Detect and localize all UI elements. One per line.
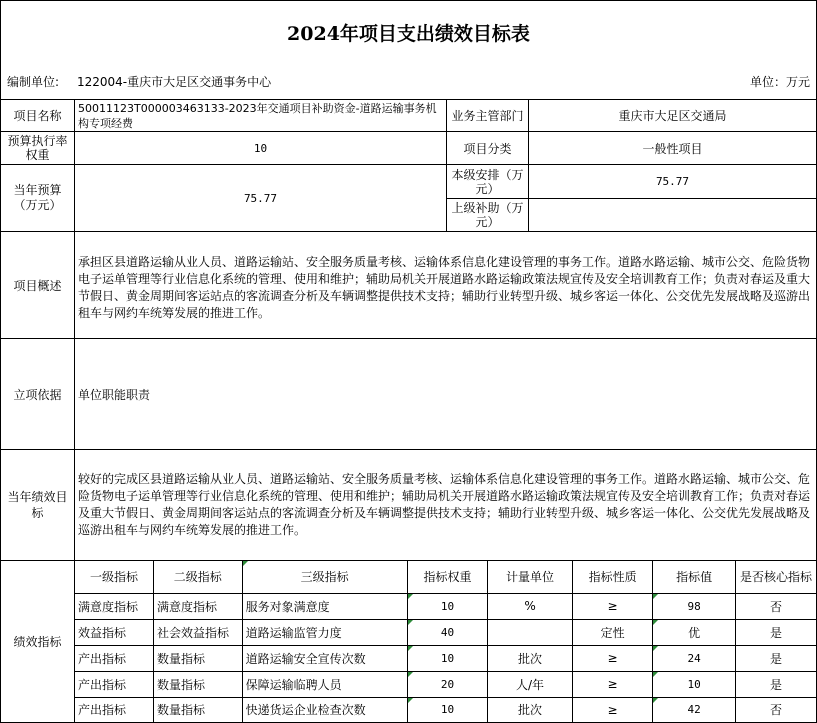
header-core: 是否核心指标 <box>735 561 816 593</box>
weight-cell: 40 <box>407 619 488 645</box>
unit-value: 122004-重庆市大足区交通事务中心 <box>77 75 272 89</box>
header-level2: 二级指标 <box>154 561 243 593</box>
weight-label: 预算执行率权重 <box>1 132 75 165</box>
weight-cell: 10 <box>407 645 488 671</box>
superior-label: 上级补助（万元） <box>447 199 529 232</box>
level1-cell: 效益指标 <box>75 619 154 645</box>
category-label: 项目分类 <box>447 132 529 165</box>
weight-cell: 10 <box>407 697 488 722</box>
indicator-row <box>75 645 816 671</box>
indicator-header-row <box>75 561 816 593</box>
level2-cell: 社会效益指标 <box>154 619 243 645</box>
level2-cell: 数量指标 <box>154 697 243 722</box>
level2-cell: 满意度指标 <box>154 593 243 619</box>
perf-label: 绩效指标 <box>1 561 75 723</box>
core-cell: 是 <box>735 619 816 645</box>
basis-text: 单位职能职责 <box>75 339 817 450</box>
overview-text: 承担区县道路运输从业人员、道路运输站、安全服务质量考核、运输体系信息化建设管理的事务工作。道路水路运输、城市公交、危险货物电子运单管理等行业信息化系统的管理、使用和维护；辅助局机关开展道路水路运输政策法规宣传及安全培训教育工作；负责对春运及重大节假日、黄金周期间客运站点的客流调查分析及车辆调整提供技术支持；辅助行业转型升级、城乡客运一体化、公交优先发展战略及巡游出租车与网约车统筹发展的推进工作。 <box>75 232 817 339</box>
header-value: 指标值 <box>653 561 736 593</box>
value-cell: 10 <box>653 671 736 697</box>
goal-text: 较好的完成区县道路运输从业人员、道路运输站、安全服务质量考核、运输体系信息化建设管理的事务工作。道路水路运输、城市公交、危险货物电子运单管理等行业信息化系统的管理、使用和维护；辅助局机关开展道路水路运输政策法规宣传及安全培训教育工作；负责对春运及重大节假日、黄金周期间客运站点的客流调查分析及车辆调整提供技术支持；辅助行业转型升级、城乡客运一体化、公交优先发展战略及巡游出租车与网约车统筹发展的推进工作。 <box>75 450 817 561</box>
header-level1: 一级指标 <box>75 561 154 593</box>
unit-cell <box>488 619 573 645</box>
indicator-cell <box>75 561 817 723</box>
dept-value: 重庆市大足区交通局 <box>529 100 817 132</box>
project-name-value: 50011123T000003463133-2023年交通项目补助资金-道路运输事务机构专项经费 <box>75 100 447 132</box>
indicator-row <box>75 593 816 619</box>
header-weight: 指标权重 <box>407 561 488 593</box>
level2-cell: 数量指标 <box>154 645 243 671</box>
meta-row <box>0 62 817 99</box>
unit-cell: 批次 <box>488 697 573 722</box>
level3-cell: 保障运输临聘人员 <box>242 671 407 697</box>
nature-cell: 定性 <box>572 619 653 645</box>
nature-cell: ≥ <box>572 593 653 619</box>
money-unit: 单位：万元 <box>749 75 810 89</box>
budget-value: 75.77 <box>75 165 447 232</box>
budget-label: 当年预算（万元） <box>1 165 75 232</box>
indicator-row <box>75 619 816 645</box>
value-cell: 98 <box>653 593 736 619</box>
unit-cell: 批次 <box>488 645 573 671</box>
core-cell: 否 <box>735 593 816 619</box>
level3-cell: 道路运输安全宣传次数 <box>242 645 407 671</box>
nature-cell: ≥ <box>572 645 653 671</box>
header-nature: 指标性质 <box>572 561 653 593</box>
level1-cell: 产出指标 <box>75 697 154 722</box>
sheet-title: 2024年项目支出绩效目标表 <box>0 0 817 63</box>
unit-label: 编制单位: <box>7 75 60 89</box>
value-cell: 24 <box>653 645 736 671</box>
level2-cell: 数量指标 <box>154 671 243 697</box>
core-cell: 是 <box>735 645 816 671</box>
weight-cell: 20 <box>407 671 488 697</box>
category-value: 一般性项目 <box>529 132 817 165</box>
level1-cell: 产出指标 <box>75 645 154 671</box>
value-cell: 42 <box>653 697 736 722</box>
core-cell: 是 <box>735 671 816 697</box>
weight-cell: 10 <box>407 593 488 619</box>
project-name-label: 项目名称 <box>1 100 75 132</box>
level1-cell: 满意度指标 <box>75 593 154 619</box>
unit-cell: % <box>488 593 573 619</box>
level3-cell: 道路运输监管力度 <box>242 619 407 645</box>
level3-cell: 服务对象满意度 <box>242 593 407 619</box>
indicator-table <box>75 561 816 722</box>
basis-label: 立项依据 <box>1 339 75 450</box>
superior-value <box>529 199 817 232</box>
local-value: 75.77 <box>529 165 817 199</box>
local-label: 本级安排（万元） <box>447 165 529 199</box>
nature-cell: ≥ <box>572 671 653 697</box>
level3-cell: 快递货运企业检查次数 <box>242 697 407 722</box>
indicator-row <box>75 697 816 722</box>
project-table <box>0 99 817 723</box>
nature-cell: ≥ <box>572 697 653 722</box>
header-level3: 三级指标 <box>242 561 407 593</box>
weight-value: 10 <box>75 132 447 165</box>
goal-label: 当年绩效目标 <box>1 450 75 561</box>
dept-label: 业务主管部门 <box>447 100 529 132</box>
core-cell: 否 <box>735 697 816 722</box>
indicator-row <box>75 671 816 697</box>
overview-label: 项目概述 <box>1 232 75 339</box>
header-unit: 计量单位 <box>488 561 573 593</box>
level1-cell: 产出指标 <box>75 671 154 697</box>
value-cell: 优 <box>653 619 736 645</box>
unit-cell: 人/年 <box>488 671 573 697</box>
